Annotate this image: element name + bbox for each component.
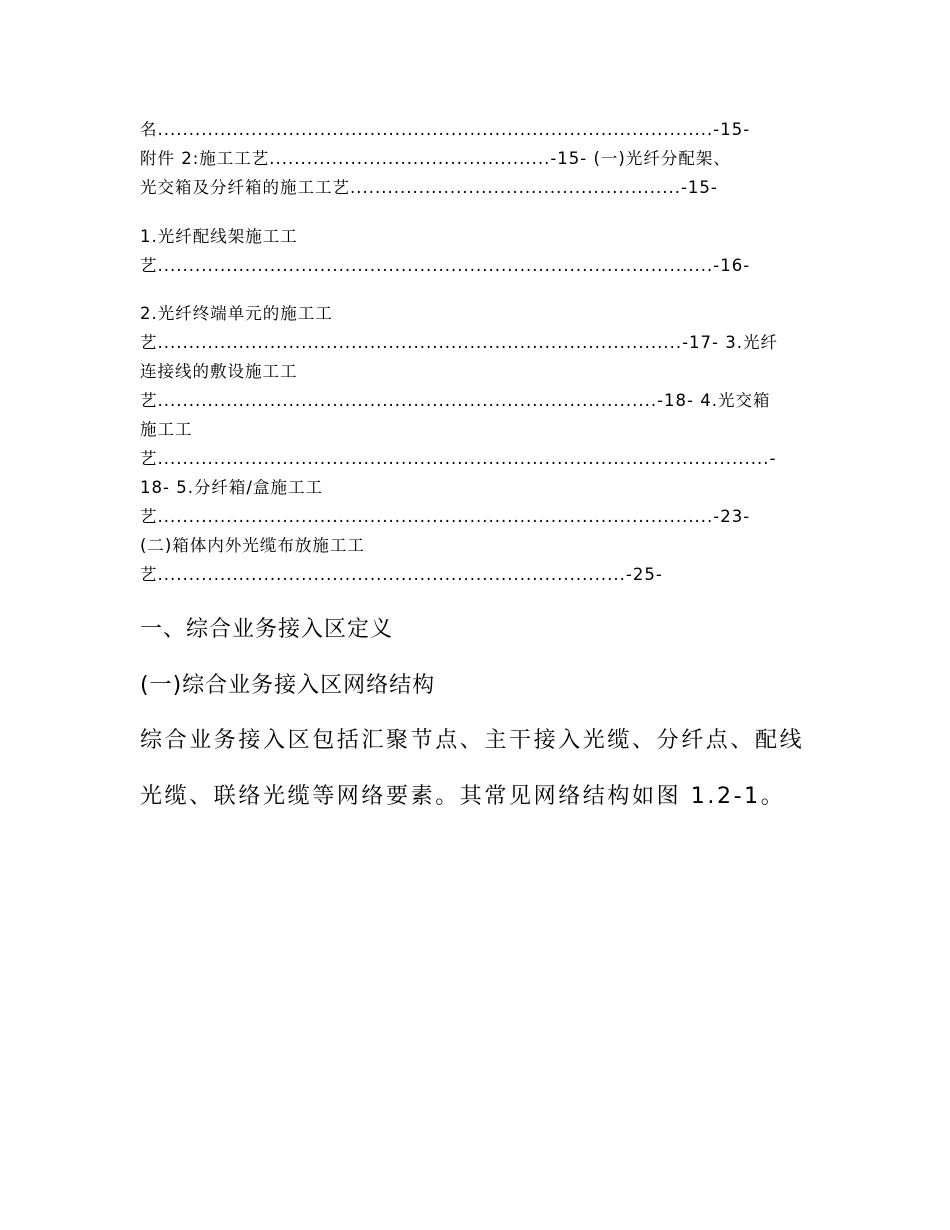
paragraph-line: 综合业务接入区包括汇聚节点、主干接入光缆、分纤点、配线 <box>140 728 805 753</box>
toc-line: 艺................................................................................-18- 4.光交箱 <box>140 391 771 410</box>
toc-line: 施工工 <box>140 420 193 439</box>
toc-line: 光交箱及分纤箱的施工工艺.....................................................-15- <box>140 178 718 197</box>
toc-line: 艺.........................................................................................-16- <box>140 256 751 275</box>
toc-line: 艺..................................................................................................- <box>140 449 777 468</box>
toc-line: 18- 5.分纤箱/盒施工工 <box>140 478 323 497</box>
toc-line: 名.........................................................................................-15- <box>140 120 751 139</box>
section-heading: 一、综合业务接入区定义 <box>140 617 394 642</box>
toc-line: 2.光纤终端单元的施工工 <box>140 304 333 323</box>
toc-line: 艺...........................................................................-25- <box>140 565 663 584</box>
subsection-heading: (一)综合业务接入区网络结构 <box>140 673 436 698</box>
toc-line: 艺....................................................................................-17- 3.光纤 <box>140 333 778 352</box>
toc-line: 连接线的敷设施工工 <box>140 362 298 381</box>
toc-line: (二)箱体内外光缆布放施工工 <box>140 536 365 555</box>
paragraph-line: 光缆、联络光缆等网络要素。其常见网络结构如图 1.2-1。 <box>140 784 786 809</box>
toc-line: 艺.........................................................................................-23- <box>140 507 751 526</box>
toc-line: 附件 2:施工工艺.............................................-15- (一)光纤分配架、 <box>140 149 731 168</box>
toc-line: 1.光纤配线架施工工 <box>140 227 298 246</box>
